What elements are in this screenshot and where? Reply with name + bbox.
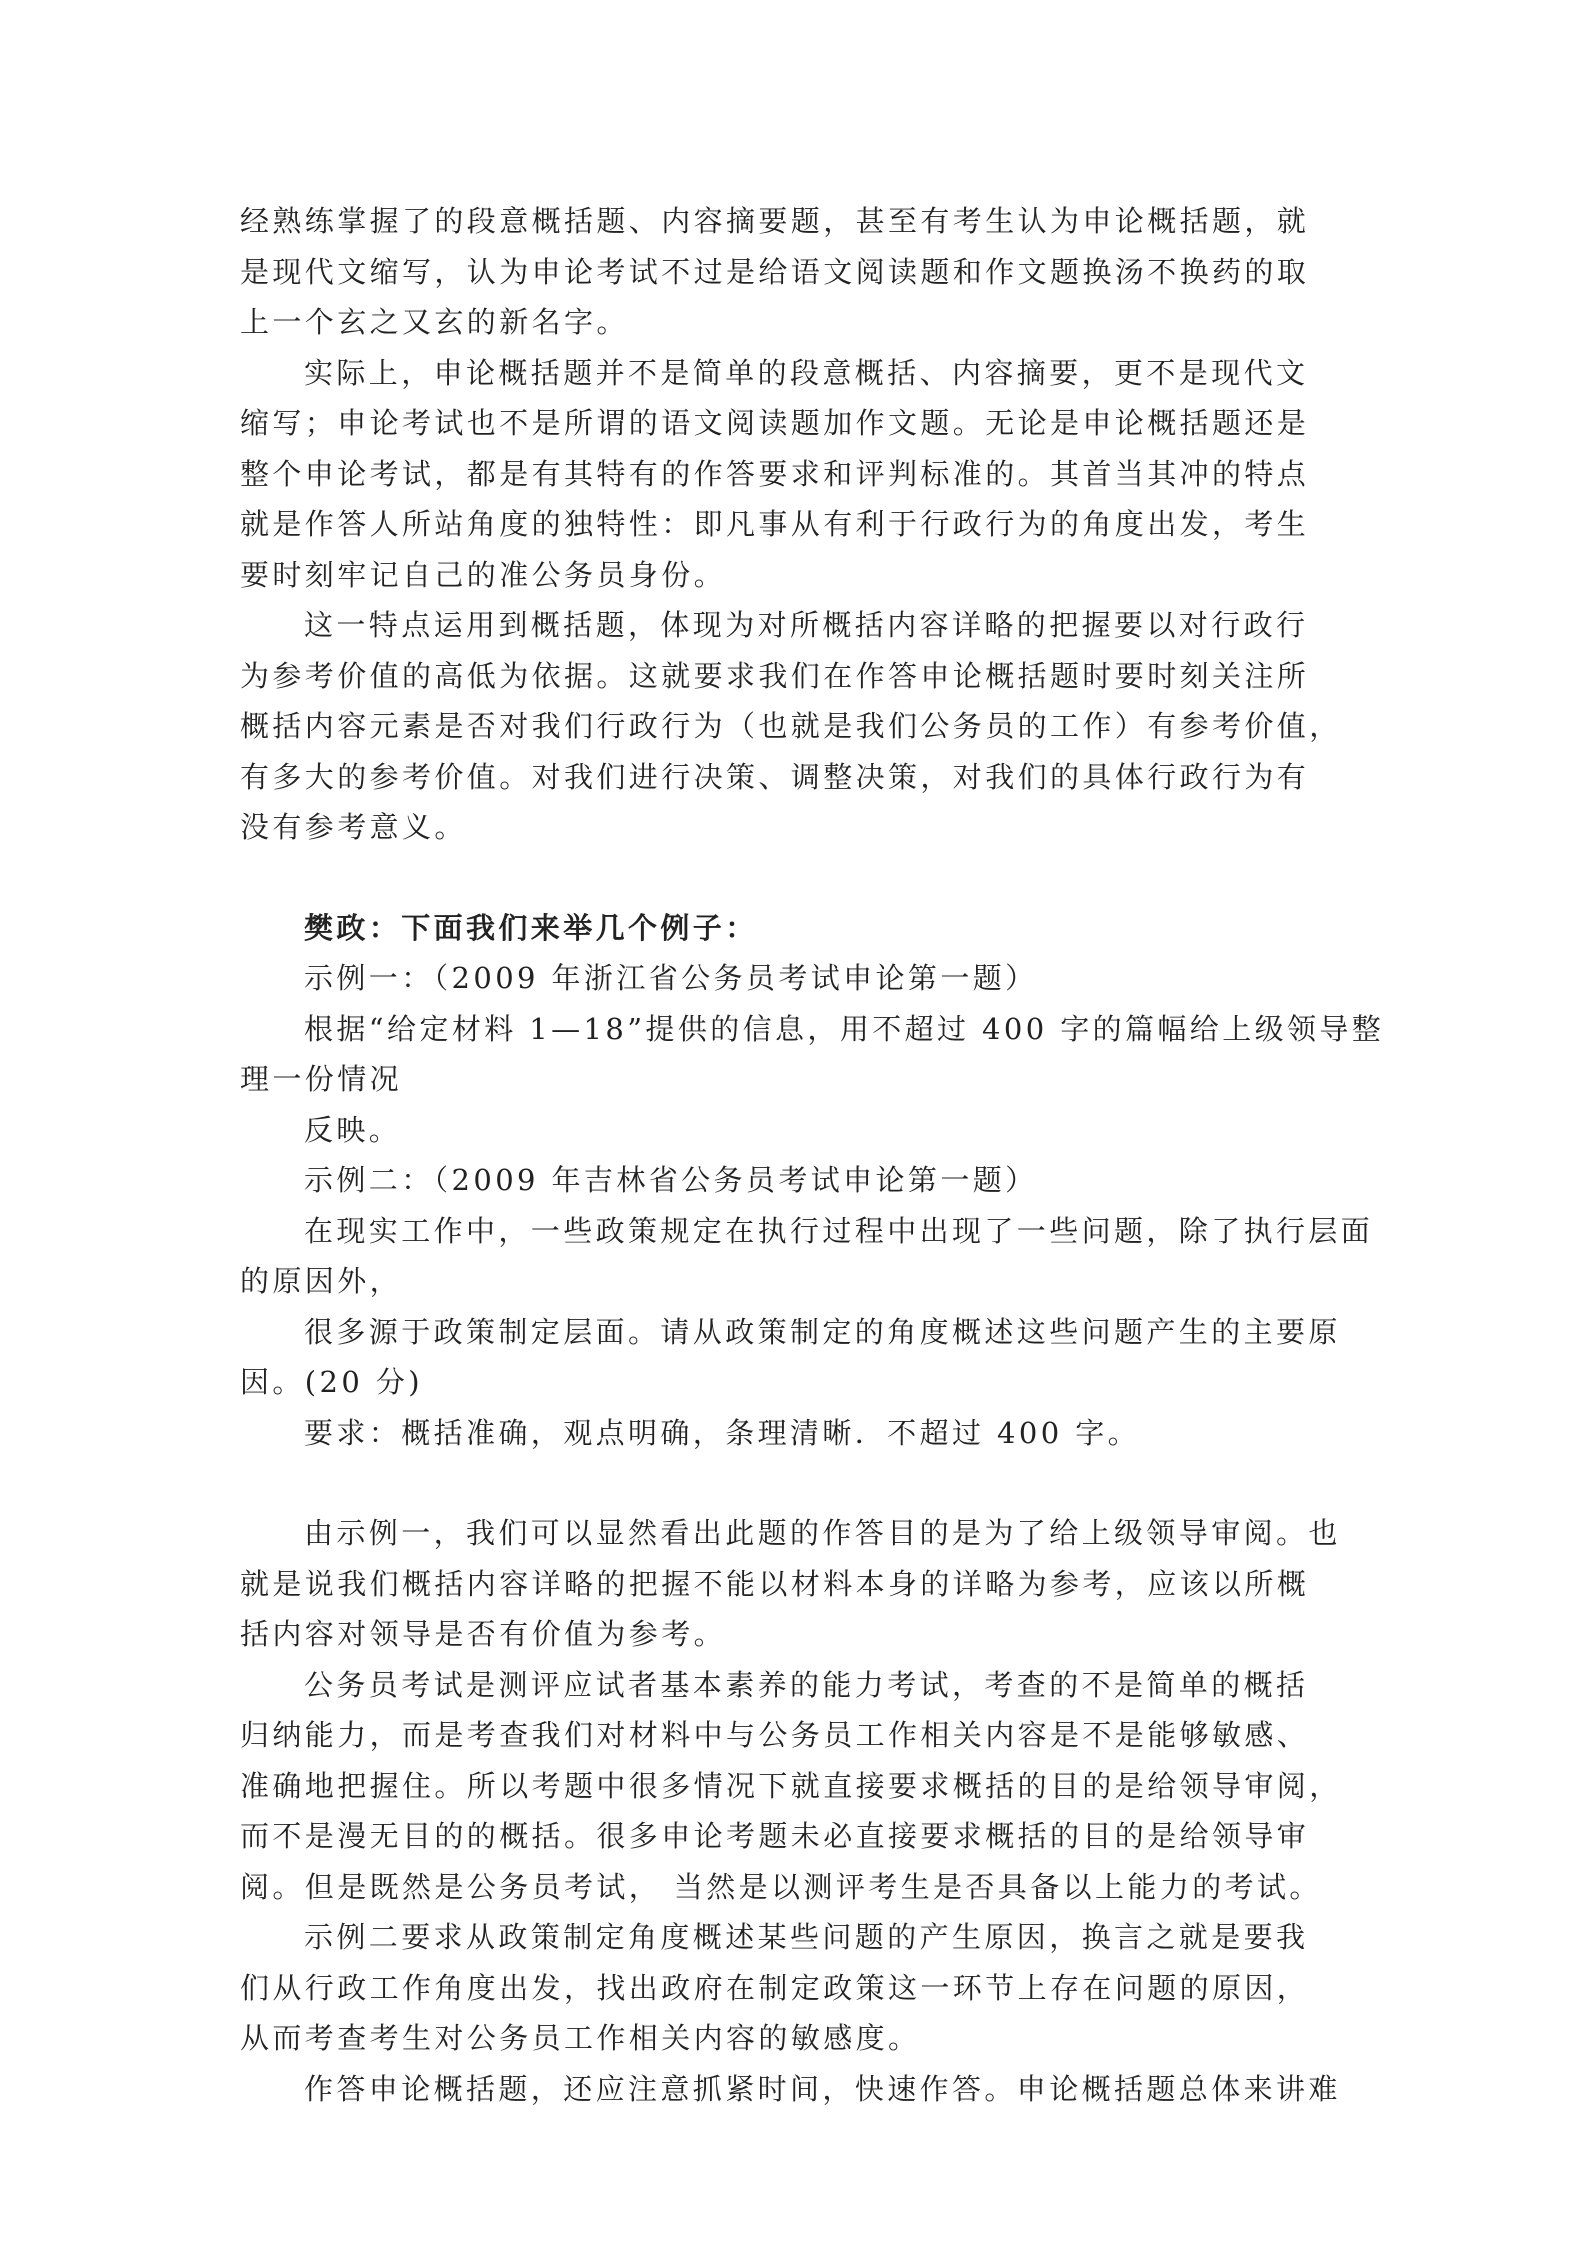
text-line: 反映。 (304, 1112, 402, 1147)
text-line: 准确地把握住。所以考题中很多情况下就直接要求概括的目的是给领导审阅， (240, 1768, 1342, 1803)
paragraph-1 (240, 196, 1350, 348)
text-line: 公务员考试是测评应试者基本素养的能力考试，考查的不是简单的概括 (304, 1667, 1309, 1702)
text-line: 是现代文缩写，认为申论考试不过是给语文阅读题和作文题换汤不换药的取 (240, 254, 1310, 289)
text-line: 根据“给定材料 1—18”提供的信息，用不超过 400 字的篇幅给上级领导整 (304, 1011, 1385, 1046)
text-line: 缩写；申论考试也不是所谓的语文阅读题加作文题。无论是申论概括题还是 (240, 406, 1310, 440)
example-2 (240, 1155, 1374, 1458)
paragraph-7 (240, 2064, 1350, 2115)
paragraph-5 (240, 1660, 1350, 1913)
text-line: 就是作答人所站角度的独特性：即凡事从有利于行政行为的角度出发，考生 (240, 507, 1310, 541)
text-line: 归纳能力，而是考查我们对材料中与公务员工作相关内容是不是能够敏感、 (240, 1718, 1310, 1752)
requirement-line: 要求：概括准确，观点明确，条理清晰．不超过 400 字。 (304, 1415, 1140, 1450)
text-line: 整个申论考试，都是有其特有的作答要求和评判标准的。其首当其冲的特点 (240, 456, 1310, 491)
section-gap (240, 1458, 1350, 1508)
example-1 (240, 953, 1385, 1155)
text-line: 要时刻牢记自己的准公务员身份。 (240, 557, 727, 592)
text-line: 作答申论概括题，还应注意抓紧时间，快速作答。申论概括题总体来讲难 (304, 2071, 1341, 2106)
text-line: 没有参考意义。 (240, 810, 467, 844)
text-line: 为参考价值的高低为依据。这就要求我们在作答申论概括题时要时刻关注所 (240, 658, 1310, 693)
text-line: 在现实工作中，一些政策规定在执行过程中出现了一些问题，除了执行层面 (304, 1213, 1374, 1248)
text-line: 经熟练掌握了的段意概括题、内容摘要题，甚至有考生认为申论概括题，就 (240, 204, 1310, 238)
paragraph-4 (240, 1508, 1350, 1660)
text-line: 这一特点运用到概括题，体现为对所概括内容详略的把握要以对行政行 (304, 608, 1309, 642)
text-line: 实际上，申论概括题并不是简单的段意概括、内容摘要，更不是现代文 (304, 355, 1309, 390)
paragraph-6 (240, 1912, 1350, 2064)
text-line: 们从行政工作角度出发，找出政府在制定政策这一环节上存在问题的原因， (240, 1970, 1310, 2005)
text-line: 概括内容元素是否对我们行政行为（也就是我们公务员的工作）有参考价值， (240, 709, 1342, 743)
text-line: 很多源于政策制定层面。请从政策制定的角度概述这些问题产生的主要原 (304, 1314, 1341, 1349)
section-gap (240, 853, 1350, 903)
text-line: 因。(20 分) (240, 1365, 423, 1399)
text-line: 上一个玄之又玄的新名字。 (240, 305, 629, 339)
text-line: 理一份情况 (240, 1062, 403, 1096)
text-line: 由示例一，我们可以显然看出此题的作答目的是为了给上级领导审阅。也 (304, 1516, 1341, 1550)
paragraph-2 (240, 348, 1350, 601)
text-line: 从而考查考生对公务员工作相关内容的敏感度。 (240, 2021, 921, 2055)
example-title: 示例二：（2009 年吉林省公务员考试申论第一题） (304, 1163, 1038, 1197)
text-line: 而不是漫无目的的概括。很多申论考题未必直接要求概括的目的是给领导审 (240, 1819, 1310, 1853)
text-line: 括内容对领导是否有价值为参考。 (240, 1617, 727, 1651)
example-title: 示例一：（2009 年浙江省公务员考试申论第一题） (304, 961, 1038, 995)
text-line: 就是说我们概括内容详略的把握不能以材料本身的详略为参考，应该以所概 (240, 1566, 1310, 1601)
section-heading: 樊政：下面我们来举几个例子： (304, 910, 758, 945)
document-page (240, 196, 1385, 2114)
text-line: 示例二要求从政策制定角度概述某些问题的产生原因，换言之就是要我 (304, 1920, 1309, 1954)
paragraph-3 (240, 600, 1350, 853)
text-line: 阅。但是既然是公务员考试， 当然是以测评考生是否具备以上能力的考试。 (240, 1869, 1322, 1904)
text-line: 的原因外， (240, 1264, 403, 1298)
text-line: 有多大的参考价值。对我们进行决策、调整决策，对我们的具体行政行为有 (240, 759, 1310, 794)
